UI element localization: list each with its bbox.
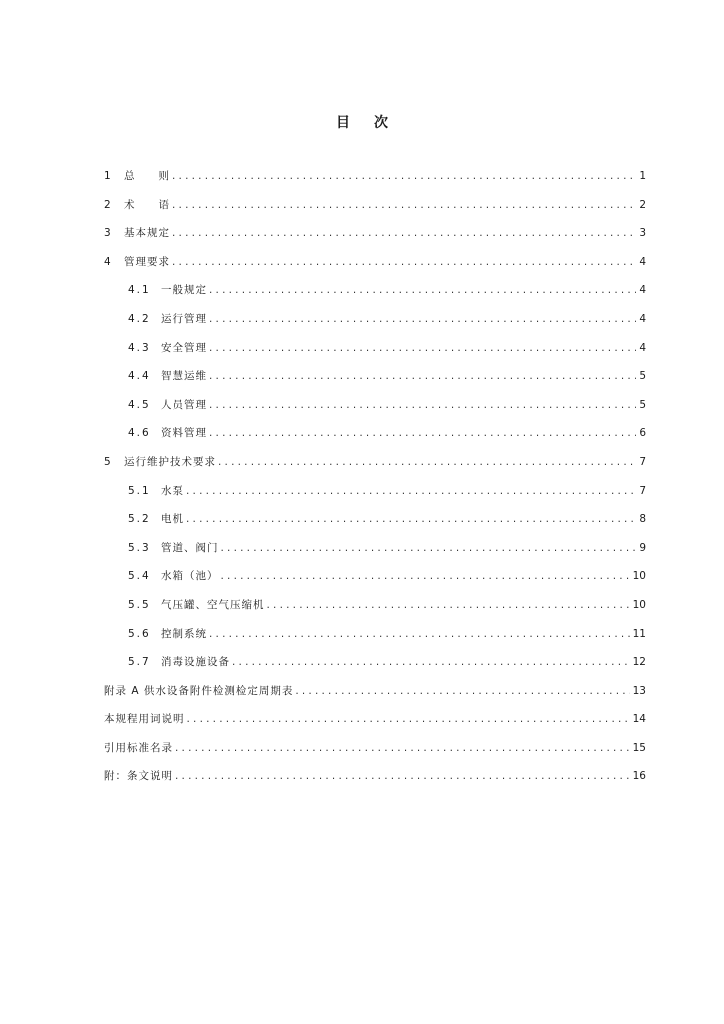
toc-entry-title: 引用标准名录	[104, 741, 173, 754]
toc-entry-page: 5	[639, 370, 646, 383]
toc-entry-title: 控制系统	[161, 627, 207, 640]
toc-entry-title: 运行管理	[161, 312, 207, 325]
toc-entry-5-1[interactable]	[104, 477, 646, 506]
toc-entry-number: 5	[104, 455, 111, 468]
toc-entry-5-4[interactable]	[104, 562, 646, 591]
toc-entry-2[interactable]	[104, 191, 646, 220]
toc-entry-title: 管理要求	[124, 255, 170, 268]
toc-leader-dots	[209, 419, 636, 448]
toc-leader-dots	[267, 591, 630, 620]
toc-leader-dots	[172, 219, 636, 248]
toc-entry-number: 4.6	[128, 427, 151, 440]
toc-entry-title: 基本规定	[124, 227, 170, 240]
toc-entry-number: 4.5	[128, 398, 151, 411]
toc-entry-number: 1	[104, 170, 111, 182]
toc-entry-number: 5.2	[128, 513, 151, 526]
toc-leader-dots	[209, 305, 636, 334]
toc-entry-page: 13	[632, 684, 646, 697]
toc-entry-referenced-standards[interactable]	[104, 734, 646, 763]
toc-entry-number: 5.5	[128, 598, 151, 611]
toc-entry-number: 4.1	[128, 284, 151, 297]
toc-entry-title: 安全管理	[161, 341, 207, 354]
toc-entry-5[interactable]	[104, 448, 646, 477]
toc-entry-page: 10	[632, 570, 646, 583]
toc-leader-dots	[175, 762, 630, 791]
toc-entry-title: 资料管理	[161, 427, 207, 440]
toc-entry-page: 4	[639, 341, 646, 354]
toc-entry-title: 消毒设施设备	[161, 656, 230, 669]
toc-entry-page: 2	[639, 198, 646, 211]
toc-entry-title: 水箱（池）	[161, 570, 219, 583]
toc-entry-title: 附：条文说明	[104, 770, 173, 783]
toc-entry-page: 7	[639, 455, 646, 468]
toc-entry-page: 16	[632, 770, 646, 783]
toc-entry-page: 14	[632, 713, 646, 726]
toc-entry-title: 智慧运维	[161, 370, 207, 383]
toc-leader-dots	[221, 534, 637, 563]
toc-entry-number: 5.4	[128, 570, 151, 583]
toc-entry-page: 9	[639, 541, 646, 554]
toc-entry-appendix-a[interactable]	[104, 677, 646, 706]
toc-leader-dots	[209, 334, 636, 363]
toc-entry-4-5[interactable]	[104, 391, 646, 420]
toc-leader-dots	[187, 705, 630, 734]
toc-entry-4-6[interactable]	[104, 419, 646, 448]
toc-entry-title: 气压罐、空气压缩机	[161, 598, 265, 611]
toc-entry-page: 4	[639, 284, 646, 297]
toc-leader-dots	[172, 191, 636, 220]
toc-entry-page: 5	[639, 398, 646, 411]
toc-entry-number: 5.6	[128, 627, 151, 640]
toc-entry-page: 8	[639, 513, 646, 526]
page-title-part-1: 目	[336, 115, 350, 131]
toc-leader-dots	[232, 648, 630, 677]
toc-entry-number: 5.3	[128, 541, 151, 554]
toc-leader-dots	[172, 162, 636, 191]
toc-entry-title: 术 语	[124, 198, 170, 211]
toc-entry-page: 3	[639, 227, 646, 240]
toc-entry-number: 2	[104, 198, 111, 211]
toc-entry-number: 4.4	[128, 370, 151, 383]
toc-entry-title: 附录 A 供水设备附件检测检定周期表	[104, 684, 294, 697]
toc-entry-wording-explanation[interactable]	[104, 705, 646, 734]
toc-entry-page: 10	[632, 598, 646, 611]
toc-entry-5-3[interactable]	[104, 534, 646, 563]
toc-entry-4-3[interactable]	[104, 334, 646, 363]
toc-leader-dots	[209, 620, 630, 649]
toc-entry-number: 4.3	[128, 341, 151, 354]
toc-entry-number: 5.7	[128, 656, 151, 669]
toc-entry-number: 4.2	[128, 312, 151, 325]
toc-entry-5-7[interactable]	[104, 648, 646, 677]
toc-entry-number: 3	[104, 227, 111, 240]
toc-entry-clause-explanation[interactable]	[104, 762, 646, 791]
toc-entry-page: 11	[632, 627, 646, 640]
toc-leader-dots	[209, 276, 636, 305]
toc-entry-title: 水泵	[161, 484, 184, 497]
toc-entry-page: 4	[639, 255, 646, 268]
toc-leader-dots	[186, 505, 636, 534]
toc-entry-title: 电机	[161, 513, 184, 526]
toc-leader-dots	[295, 677, 629, 706]
toc-entry-number: 5.1	[128, 484, 151, 497]
toc-leader-dots	[172, 248, 636, 277]
toc-leader-dots	[221, 562, 630, 591]
toc-leader-dots	[218, 448, 636, 477]
toc-entry-title: 运行维护技术要求	[124, 455, 216, 468]
toc-entry-5-2[interactable]	[104, 505, 646, 534]
toc-entry-title: 总 则	[124, 170, 170, 182]
toc-entry-5-6[interactable]	[104, 620, 646, 649]
toc-entry-4-2[interactable]	[104, 305, 646, 334]
toc-entry-page: 1	[639, 170, 646, 182]
table-of-contents	[104, 162, 646, 791]
toc-entry-4-1[interactable]	[104, 276, 646, 305]
toc-entry-4[interactable]	[104, 248, 646, 277]
toc-entry-3[interactable]	[104, 219, 646, 248]
toc-entry-5-5[interactable]	[104, 591, 646, 620]
toc-entry-title: 一般规定	[161, 284, 207, 297]
toc-entry-page: 15	[632, 741, 646, 754]
toc-entry-page: 7	[639, 484, 646, 497]
toc-entry-page: 12	[632, 656, 646, 669]
page-title-part-2: 次	[374, 115, 388, 131]
toc-leader-dots	[209, 391, 636, 420]
toc-leader-dots	[209, 362, 636, 391]
toc-entry-page: 4	[639, 312, 646, 325]
toc-entry-title: 管道、阀门	[161, 541, 219, 554]
toc-leader-dots	[175, 734, 630, 763]
page-title	[0, 112, 724, 132]
toc-entry-4-4[interactable]	[104, 362, 646, 391]
toc-entry-page: 6	[639, 427, 646, 440]
toc-entry-number: 4	[104, 255, 111, 268]
toc-leader-dots	[186, 477, 636, 506]
toc-entry-title: 本规程用词说明	[104, 713, 185, 726]
toc-entry-1[interactable]	[104, 162, 646, 191]
toc-entry-title: 人员管理	[161, 398, 207, 411]
